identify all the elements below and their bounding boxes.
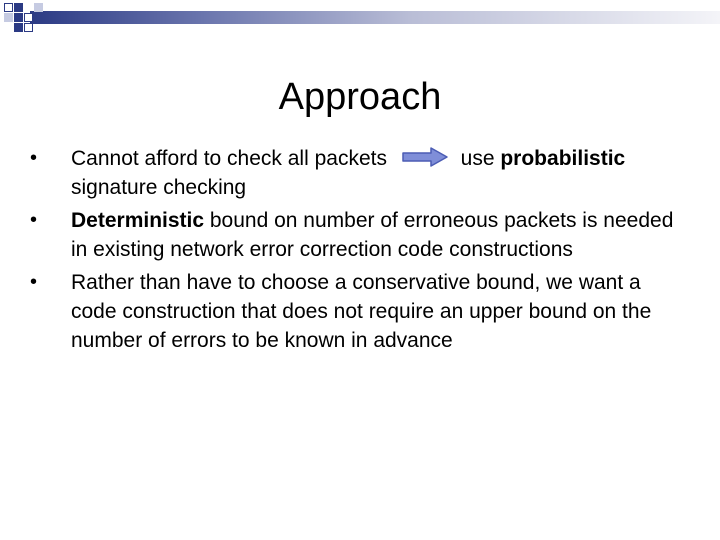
bullet-marker: • <box>30 271 38 293</box>
bullet-text: bound on number of erroneous packets is needed in existing network error correction code constructions <box>71 209 674 261</box>
header-square <box>4 13 13 22</box>
bullet-item <box>30 144 690 202</box>
bullet-text: signature checking <box>71 176 247 199</box>
header-square <box>14 3 23 12</box>
header-square <box>24 13 33 22</box>
bullet-item <box>30 206 690 264</box>
bullet-marker: • <box>30 147 38 169</box>
bullet-emphasis: probabilistic <box>500 147 626 170</box>
header-square <box>14 13 23 22</box>
header-square <box>4 3 13 12</box>
header-square <box>14 23 23 32</box>
bullet-text: Cannot afford to check all packets <box>71 147 387 170</box>
bullet-emphasis: Deterministic <box>71 209 205 232</box>
slide-title <box>0 74 720 120</box>
header-square <box>24 23 33 32</box>
bullet-item <box>30 268 690 355</box>
header-square <box>34 3 43 12</box>
slide-title-text: Approach <box>278 76 442 118</box>
header-decoration <box>0 0 720 40</box>
bullet-text: Rather than have to choose a conservative bound, we want a code construction that does not require an upper bound on the number of errors to be known in advance <box>71 271 652 352</box>
header-gradient-bar <box>30 11 720 24</box>
bullet-marker: • <box>30 209 38 231</box>
bullet-list <box>30 144 690 359</box>
bullet-text: use <box>460 147 501 170</box>
right-arrow-icon <box>401 146 449 168</box>
